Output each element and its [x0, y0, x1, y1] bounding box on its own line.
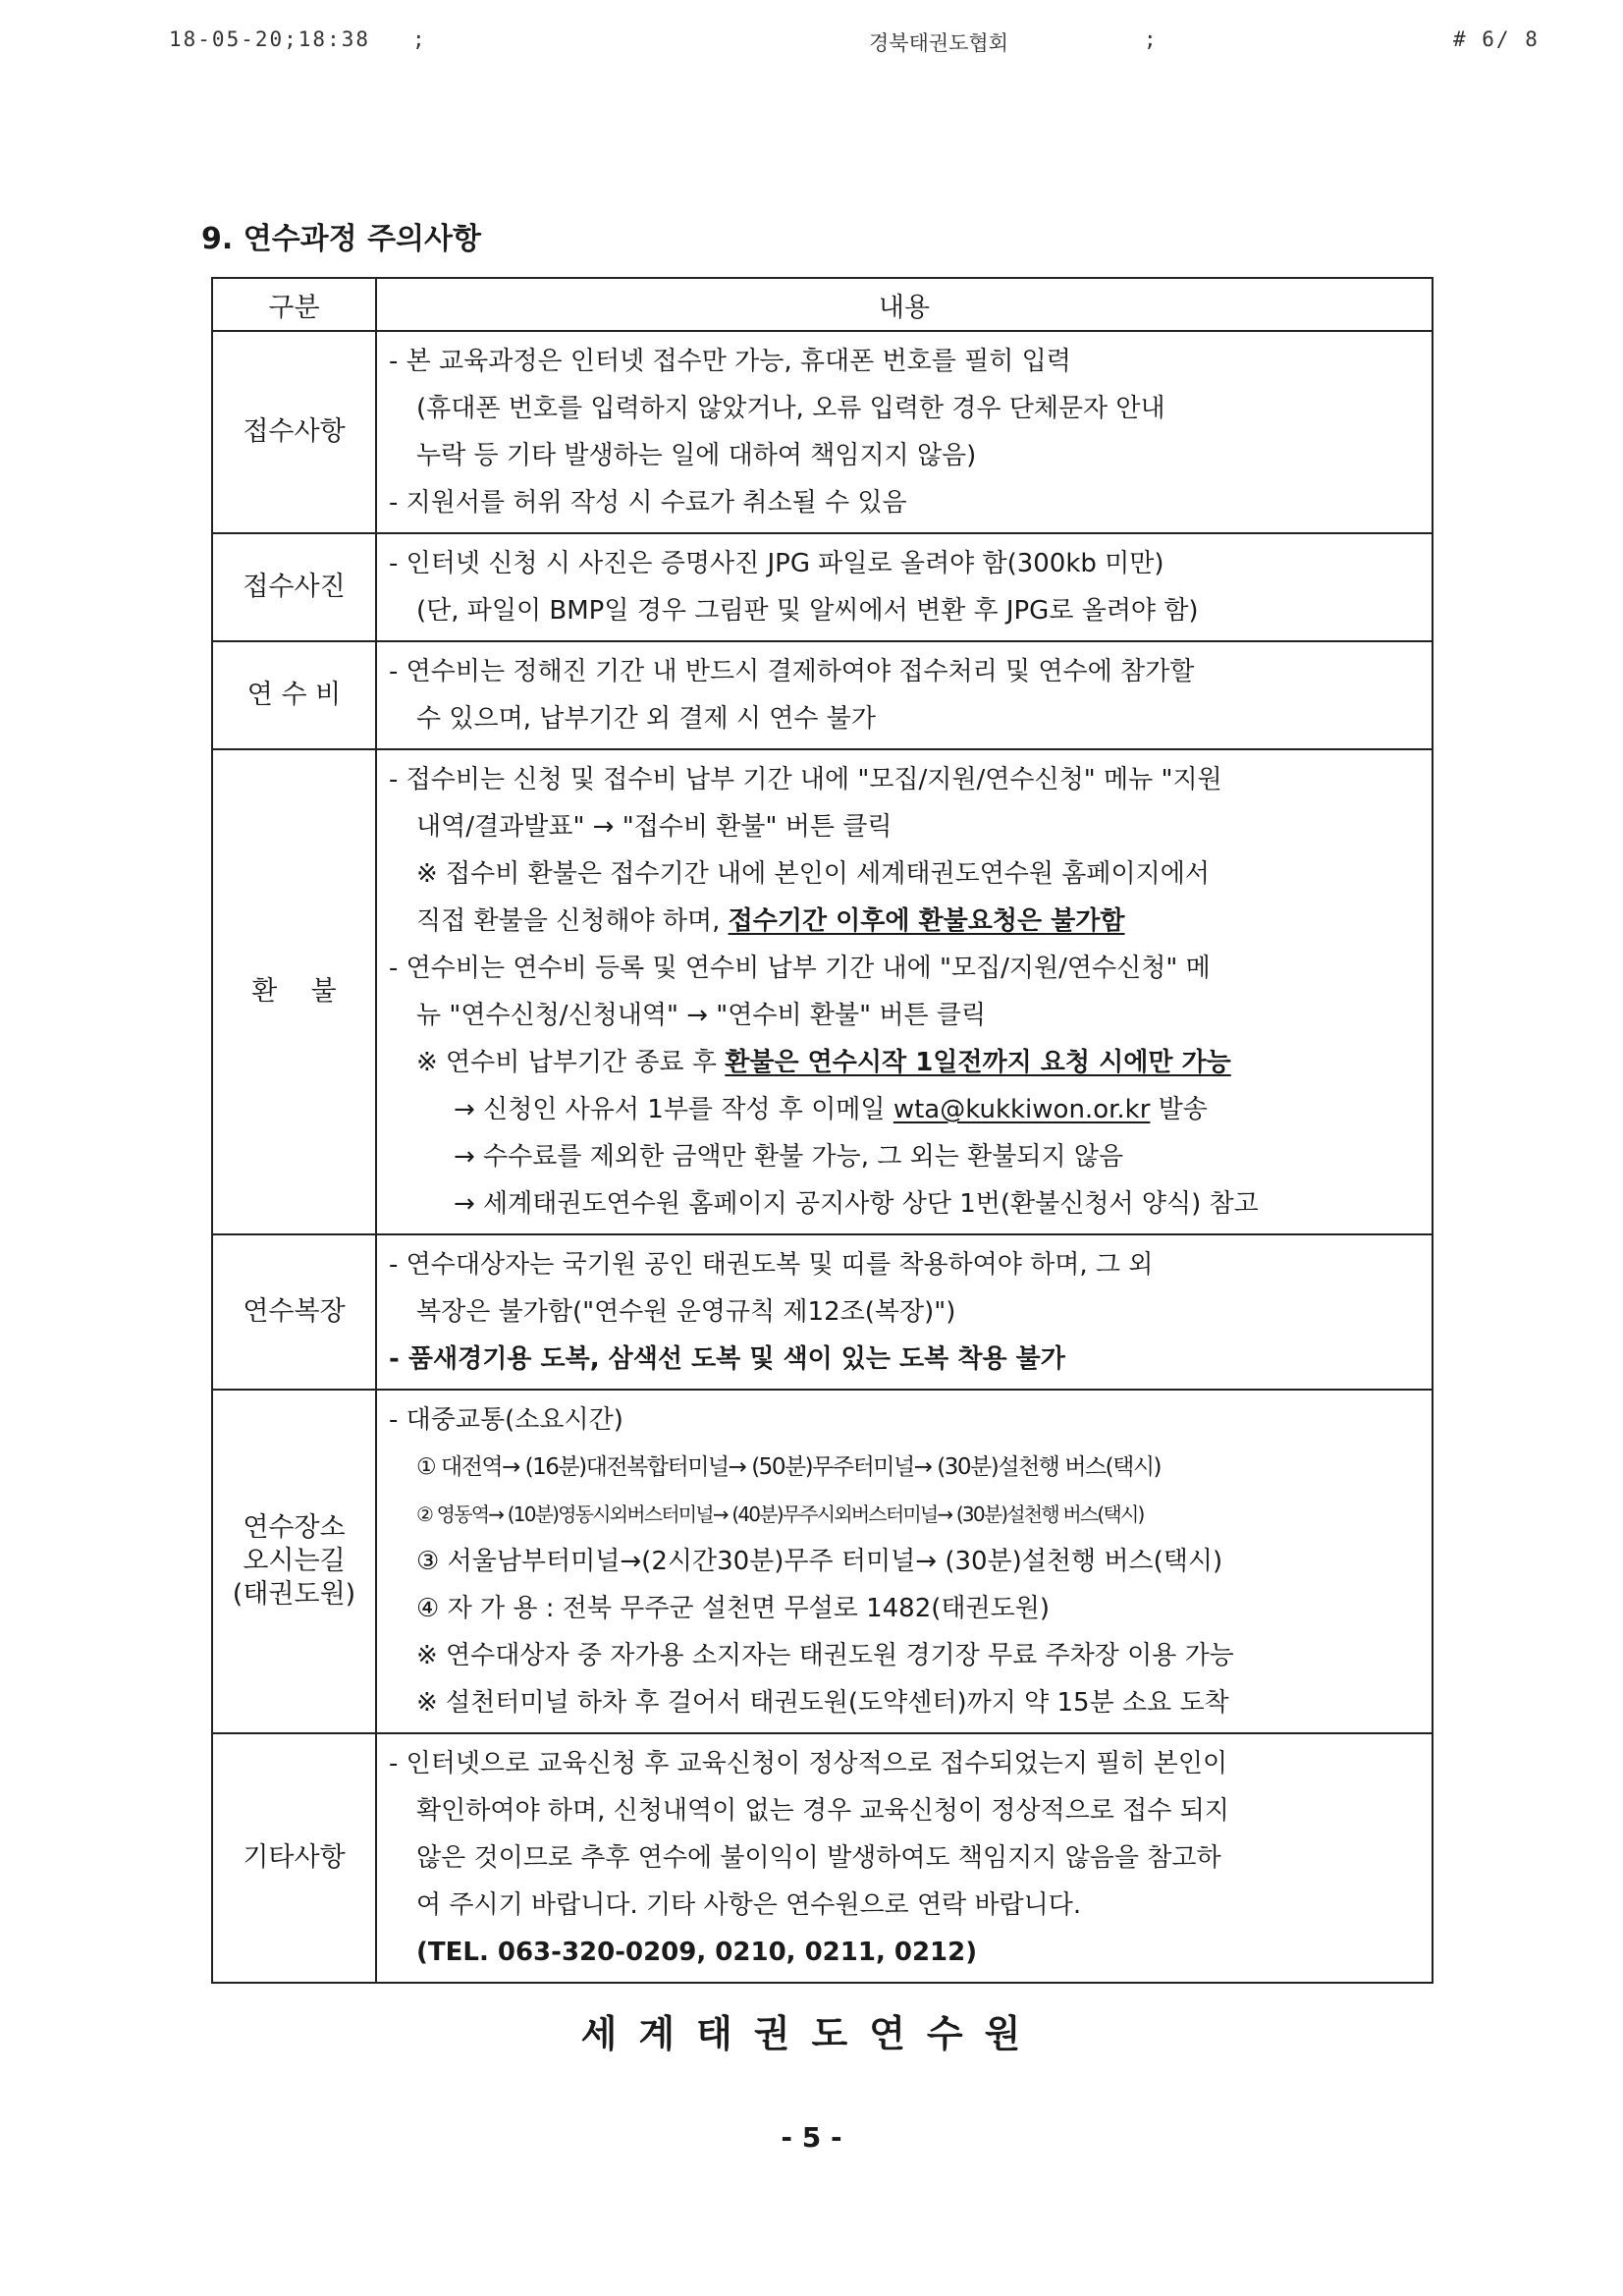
content-line [389, 898, 1422, 945]
content-line: - 인터넷으로 교육신청 후 교육신청이 정상적으로 접수되었는지 필히 본인이 [389, 1749, 1228, 1778]
row-fee [212, 641, 1433, 749]
row-registration [212, 331, 1433, 533]
content-line: 뉴 "연수신청/신청내역" → "연수비 환불" 버튼 클릭 [416, 1001, 987, 1030]
header-content: 내용 [376, 278, 1433, 331]
page-number: - 5 - [781, 2121, 842, 2154]
content-line: 여 주시기 바랍니다. 기타 사항은 연수원으로 연락 바랍니다. [416, 1890, 1082, 1920]
content-line [389, 1086, 1422, 1133]
content-line: - 대중교통(소요시간) [389, 1405, 623, 1435]
content-line: - 연수대상자는 국기원 공인 태권도복 및 띠를 착용하여야 하며, 그 외 [389, 1250, 1154, 1280]
content-line: ① 대전역→ (16분)대전복합터미널→ (50분)무주터미널→ (30분)설천행 버스(택시) [416, 1454, 1162, 1480]
content-text: 직접 환불을 신청해야 하며, [416, 906, 729, 936]
row-content [376, 331, 1433, 533]
content-line: (TEL. 063-320-0209, 0210, 0211, 0212) [416, 1938, 978, 1967]
content-line: 복장은 불가함("연수원 운영규칙 제12조(복장)") [416, 1297, 956, 1327]
row-label: 환 불 [212, 749, 376, 1234]
row-content [376, 533, 1433, 641]
email-link[interactable]: wta@kukkiwon.or.kr [893, 1095, 1151, 1124]
row-photo [212, 533, 1433, 641]
content-line: - 품새경기용 도복, 삼색선 도복 및 색이 있는 도복 착용 불가 [389, 1344, 1065, 1374]
header-category: 구분 [212, 278, 376, 331]
content-line: 확인하여야 하며, 신청내역이 없는 경우 교육신청이 정상적으로 접수 되지 [416, 1796, 1229, 1826]
fax-separator: ; [412, 27, 427, 51]
content-text: ※ 연수비 납부기간 종료 후 [416, 1048, 726, 1077]
content-line [389, 1039, 1422, 1086]
content-line: ④ 자 가 용 : 전북 무주군 설천면 무설로 1482(태권도원) [416, 1594, 1050, 1623]
content-line: (단, 파일이 BMP일 경우 그림판 및 알씨에서 변환 후 JPG로 올려야 함) [416, 596, 1199, 626]
table-header-row [212, 278, 1433, 331]
row-other [212, 1733, 1433, 1983]
row-label: 접수사항 [212, 331, 376, 533]
row-content [376, 1234, 1433, 1390]
row-content [376, 1390, 1433, 1733]
content-line: ② 영동역→ (10분)영동시외버스터미널→ (40분)무주시외버스터미널→ (30분)설천행 버스(택시) [416, 1503, 1144, 1526]
row-label: 연 수 비 [212, 641, 376, 749]
content-line: ③ 서울남부터미널→(2시간30분)무주 터미널→ (30분)설천행 버스(택시) [416, 1547, 1223, 1576]
row-label: 연수복장 [212, 1234, 376, 1390]
content-line: (휴대폰 번호를 입력하지 않았거나, 오류 입력한 경우 단체문자 안내 [416, 394, 1165, 423]
label-line: (태권도원) [232, 1579, 356, 1610]
row-label: 기타사항 [212, 1733, 376, 1983]
content-line: - 인터넷 신청 시 사진은 증명사진 JPG 파일로 올려야 함(300kb 미만) [389, 549, 1164, 578]
organization-name: 세계태권도연수원 [580, 2011, 1043, 2055]
emphasis-text: 환불은 연수시작 1일전까지 요청 시에만 가능 [725, 1048, 1231, 1077]
content-text: → 신청인 사유서 1부를 작성 후 이메일 [454, 1095, 893, 1124]
row-label: 접수사진 [212, 533, 376, 641]
row-label [212, 1390, 376, 1733]
content-line: 수 있으며, 납부기간 외 결제 시 연수 불가 [416, 704, 876, 734]
row-refund [212, 749, 1433, 1234]
content-line: - 지원서를 허위 작성 시 수료가 취소될 수 있음 [389, 488, 907, 518]
content-line: - 본 교육과정은 인터넷 접수만 가능, 휴대폰 번호를 필히 입력 [389, 347, 1071, 376]
section-title: 9. 연수과정 주의사항 [201, 222, 481, 256]
content-line: ※ 연수대상자 중 자가용 소지자는 태권도원 경기장 무료 주차장 이용 가능 [416, 1641, 1234, 1670]
content-line: → 세계태권도연수원 홈페이지 공지사항 상단 1번(환불신청서 양식) 참고 [454, 1189, 1259, 1219]
fax-header [0, 27, 1623, 67]
emphasis-text: 접수기간 이후에 환불요청은 불가함 [728, 906, 1125, 936]
content-line: - 접수비는 신청 및 접수비 납부 기간 내에 "모집/지원/연수신청" 메뉴 "지원 [389, 765, 1222, 794]
content-line: → 수수료를 제외한 금액만 환불 가능, 그 외는 환불되지 않음 [454, 1142, 1124, 1172]
row-content [376, 749, 1433, 1234]
content-line: 않은 것이므로 추후 연수에 불이익이 발생하여도 책임지지 않음을 참고하 [416, 1843, 1221, 1873]
fax-sender: 경북태권도협회 [869, 31, 1009, 55]
content-text: 발송 [1150, 1095, 1208, 1124]
label-line: 오시는길 [243, 1546, 346, 1576]
content-line: - 연수비는 정해진 기간 내 반드시 결제하여야 접수처리 및 연수에 참가할 [389, 657, 1195, 686]
label-line: 연수장소 [243, 1512, 346, 1543]
content-line: ※ 접수비 환불은 접수기간 내에 본인이 세계태권도연수원 홈페이지에서 [416, 859, 1211, 889]
notice-table [211, 277, 1434, 1984]
fax-separator: ; [1144, 27, 1159, 51]
fax-datetime: 18-05-20;18:38 [169, 27, 371, 51]
row-directions [212, 1390, 1433, 1733]
fax-page-count: # 6/ 8 [1453, 27, 1540, 51]
content-line: ※ 설천터미널 하차 후 걸어서 태권도원(도약센터)까지 약 15분 소요 도착 [416, 1688, 1229, 1718]
content-line: 내역/결과발표" → "접수비 환불" 버튼 클릭 [416, 812, 893, 842]
row-attire [212, 1234, 1433, 1390]
row-content [376, 1733, 1433, 1983]
content-line: - 연수비는 연수비 등록 및 연수비 납부 기간 내에 "모집/지원/연수신청" 메 [389, 954, 1211, 983]
row-content [376, 641, 1433, 749]
content-line: 누락 등 기타 발생하는 일에 대하여 책임지지 않음) [416, 441, 977, 470]
